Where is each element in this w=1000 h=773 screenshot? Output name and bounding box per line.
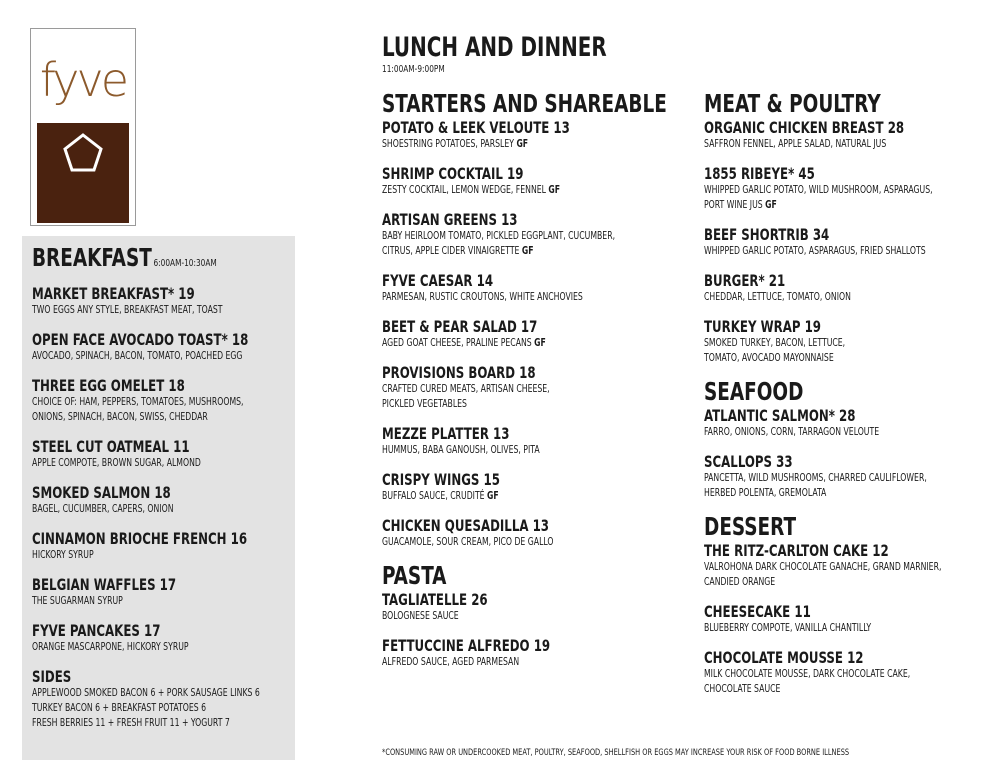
menu-item xyxy=(704,648,942,697)
menu-item-description: TURKEY BACON 6 + BREAKFAST POTATOES 6 xyxy=(32,702,207,714)
menu-item-description: WHIPPED GARLIC POTATO, ASPARAGUS, FRIED SHALLOTS xyxy=(704,245,926,257)
menu-item-description: BABY HEIRLOOM TOMATO, PICKLED EGGPLANT, CUCUMBER, xyxy=(382,230,616,242)
menu-item-description: CRAFTED CURED MEATS, ARTISAN CHEESE, xyxy=(382,383,550,395)
menu-item xyxy=(704,164,942,213)
menu-item-name: SHRIMP COCKTAIL 19 xyxy=(382,164,524,183)
pentagon-icon xyxy=(37,123,129,223)
menu-item-name: BURGER* 21 xyxy=(704,271,786,290)
menu-item-name: THE RITZ-CARLTON CAKE 12 xyxy=(704,541,889,560)
menu-item-description: HUMMUS, BABA GANOUSH, OLIVES, PITA xyxy=(382,444,540,456)
menu-item xyxy=(382,164,636,198)
pasta-items xyxy=(382,590,636,670)
menu-item-description: AGED GOAT CHEESE, PRALINE PECANS GF xyxy=(382,337,546,349)
menu-item-description: FARRO, ONIONS, CORN, TARRAGON VELOUTE xyxy=(704,426,880,438)
menu-item xyxy=(32,284,245,318)
menu-item xyxy=(382,118,636,152)
menu-item xyxy=(382,636,636,670)
menu-item xyxy=(382,210,636,259)
breakfast-items xyxy=(32,284,260,731)
starters-items xyxy=(382,118,636,550)
menu-item-name: CHICKEN QUESADILLA 13 xyxy=(382,516,550,535)
menu-item-description: ZESTY COCKTAIL, LEMON WEDGE, FENNEL GF xyxy=(382,184,561,196)
logo-wordmark: fyve xyxy=(39,53,127,107)
gluten-free-badge: GF xyxy=(516,138,529,150)
gluten-free-badge: GF xyxy=(521,245,534,257)
menu-item-name: ORGANIC CHICKEN BREAST 28 xyxy=(704,118,905,137)
menu-item xyxy=(704,225,942,259)
menu-item-name: BELGIAN WAFFLES 17 xyxy=(32,575,177,594)
starters-title: STARTERS AND SHAREABLE xyxy=(382,89,667,118)
breakfast-title: BREAKFAST xyxy=(32,243,152,272)
menu-item xyxy=(382,590,636,624)
menu-item-name: THREE EGG OMELET 18 xyxy=(32,376,185,395)
menu-item-description: TWO EGGS ANY STYLE, BREAKFAST MEAT, TOAST xyxy=(32,304,223,316)
menu-item xyxy=(704,118,942,152)
gluten-free-badge: GF xyxy=(548,184,561,196)
dessert-title: DESSERT xyxy=(704,512,797,541)
gluten-free-badge: GF xyxy=(487,490,499,502)
pasta-title: PASTA xyxy=(382,561,447,590)
menu-item xyxy=(704,271,942,305)
menu-item-description: CHOCOLATE SAUCE xyxy=(704,683,781,695)
menu-item xyxy=(704,452,942,501)
dessert-items xyxy=(704,541,942,697)
menu-item-description: BOLOGNESE SAUCE xyxy=(382,610,459,622)
menu-item-description: AVOCADO, SPINACH, BACON, TOMATO, POACHED EGG xyxy=(32,350,243,362)
breakfast-section xyxy=(32,244,292,743)
menu-item-name: CHOCOLATE MOUSSE 12 xyxy=(704,648,864,667)
menu-item xyxy=(32,529,248,563)
menu-item-description: PARMESAN, RUSTIC CROUTONS, WHITE ANCHOVIES xyxy=(382,291,583,303)
menu-item-name: CHEESECAKE 11 xyxy=(704,602,811,621)
food-safety-footnote: *CONSUMING RAW OR UNDERCOOKED MEAT, POULTRY, SEAFOOD, SHELLFISH OR EGGS MAY INCREASE YOUR RISK OF FOOD BORNE ILLNESS xyxy=(382,748,850,758)
menu-item-description: CITRUS, APPLE CIDER VINAIGRETTE GF xyxy=(382,245,534,257)
menu-item xyxy=(32,437,245,471)
menu-item-name: PROVISIONS BOARD 18 xyxy=(382,363,536,382)
menu-item-description: CHEDDAR, LETTUCE, TOMATO, ONION xyxy=(704,291,851,303)
menu-item-description: ORANGE MASCARPONE, HICKORY SYRUP xyxy=(32,641,189,653)
menu-item xyxy=(32,376,245,425)
menu-item-name: FYVE CAESAR 14 xyxy=(382,271,494,290)
menu-item-name: CINNAMON BRIOCHE FRENCH 16 xyxy=(32,529,248,548)
menu-item-description: SAFFRON FENNEL, APPLE SALAD, NATURAL JUS xyxy=(704,138,887,150)
menu-item-description: APPLEWOOD SMOKED BACON 6 + PORK SAUSAGE LINKS 6 xyxy=(32,687,260,699)
menu-item-description: ALFREDO SAUCE, AGED PARMESAN xyxy=(382,656,520,668)
menu-item-description: BLUEBERRY COMPOTE, VANILLA CHANTILLY xyxy=(704,622,872,634)
menu-item xyxy=(382,363,636,412)
menu-item-description: APPLE COMPOTE, BROWN SUGAR, ALMOND xyxy=(32,457,201,469)
lunch-dinner-title: LUNCH AND DINNER xyxy=(382,32,607,63)
menu-item xyxy=(32,330,249,364)
menu-item-description: ONIONS, SPINACH, BACON, SWISS, CHEDDAR xyxy=(32,411,208,423)
menu-item-name: SIDES xyxy=(32,667,72,686)
meat-poultry-title: MEAT & POULTRY xyxy=(704,89,881,118)
menu-item-description: HICKORY SYRUP xyxy=(32,549,94,561)
meat-items xyxy=(704,118,942,366)
menu-item-description: PICKLED VEGETABLES xyxy=(382,398,467,410)
menu-item xyxy=(382,317,636,351)
seafood-items xyxy=(704,406,942,501)
gluten-free-badge: GF xyxy=(534,337,546,349)
menu-item-name: FYVE PANCAKES 17 xyxy=(32,621,161,640)
menu-item-name: SCALLOPS 33 xyxy=(704,452,793,471)
lunch-dinner-section xyxy=(382,33,692,682)
menu-item-name: BEET & PEAR SALAD 17 xyxy=(382,317,538,336)
menu-item-description: PANCETTA, WILD MUSHROOMS, CHARRED CAULIFLOWER, xyxy=(704,472,927,484)
menu-item xyxy=(382,516,636,550)
menu-item-description: FRESH BERRIES 11 + FRESH FRUIT 11 + YOGURT 7 xyxy=(32,717,230,729)
menu-item xyxy=(32,621,245,655)
menu-item xyxy=(32,575,245,609)
menu-item xyxy=(382,424,636,458)
breakfast-heading xyxy=(32,244,245,272)
menu-item-description: CANDIED ORANGE xyxy=(704,576,776,588)
menu-item-name: ARTISAN GREENS 13 xyxy=(382,210,518,229)
menu-item xyxy=(32,483,245,517)
restaurant-logo xyxy=(30,28,136,226)
menu-item-description: BUFFALO SAUCE, CRUDITÉ GF xyxy=(382,490,499,502)
menu-item xyxy=(704,317,942,366)
menu-item xyxy=(704,602,942,636)
menu-item-description: PORT WINE JUS GF xyxy=(704,199,777,211)
menu-item xyxy=(704,541,942,590)
menu-item-name: TAGLIATELLE 26 xyxy=(382,590,488,609)
gluten-free-badge: GF xyxy=(765,199,777,211)
seafood-title: SEAFOOD xyxy=(704,377,804,406)
menu-item-name: STEEL CUT OATMEAL 11 xyxy=(32,437,190,456)
menu-item-name: OPEN FACE AVOCADO TOAST* 18 xyxy=(32,330,249,349)
menu-item xyxy=(32,667,260,731)
menu-item-description: MILK CHOCOLATE MOUSSE, DARK CHOCOLATE CAKE, xyxy=(704,668,911,680)
lunch-dinner-hours: 11:00AM-9:00PM xyxy=(382,64,445,75)
menu-item-name: BEEF SHORTRIB 34 xyxy=(704,225,830,244)
menu-item-description: HERBED POLENTA, GREMOLATA xyxy=(704,487,827,499)
menu-item-name: POTATO & LEEK VELOUTE 13 xyxy=(382,118,570,137)
mains-section xyxy=(704,90,994,709)
menu-item-description: CHOICE OF: HAM, PEPPERS, TOMATOES, MUSHROOMS, xyxy=(32,396,244,408)
menu-item xyxy=(382,470,636,504)
menu-item-name: MEZZE PLATTER 13 xyxy=(382,424,510,443)
menu-item-description: VALROHONA DARK CHOCOLATE GANACHE, GRAND MARNIER, xyxy=(704,561,942,573)
menu-item-description: THE SUGARMAN SYRUP xyxy=(32,595,123,607)
breakfast-hours: 6:00AM-10:30AM xyxy=(153,258,217,269)
menu-item-name: TURKEY WRAP 19 xyxy=(704,317,822,336)
menu-item xyxy=(704,406,942,440)
menu-item-name: FETTUCCINE ALFREDO 19 xyxy=(382,636,551,655)
menu-item-description: WHIPPED GARLIC POTATO, WILD MUSHROOM, ASPARAGUS, xyxy=(704,184,933,196)
menu-item-name: MARKET BREAKFAST* 19 xyxy=(32,284,195,303)
menu-item-description: GUACAMOLE, SOUR CREAM, PICO DE GALLO xyxy=(382,536,554,548)
menu-item-description: TOMATO, AVOCADO MAYONNAISE xyxy=(704,352,834,364)
menu-item-name: CRISPY WINGS 15 xyxy=(382,470,500,489)
menu-item-name: 1855 RIBEYE* 45 xyxy=(704,164,815,183)
menu-item-description: SHOESTRING POTATOES, PARSLEY GF xyxy=(382,138,529,150)
menu-item xyxy=(382,271,636,305)
menu-item-name: SMOKED SALMON 18 xyxy=(32,483,171,502)
menu-item-name: ATLANTIC SALMON* 28 xyxy=(704,406,856,425)
menu-item-description: SMOKED TURKEY, BACON, LETTUCE, xyxy=(704,337,846,349)
menu-item-description: BAGEL, CUCUMBER, CAPERS, ONION xyxy=(32,503,174,515)
logo-emblem xyxy=(37,123,129,223)
